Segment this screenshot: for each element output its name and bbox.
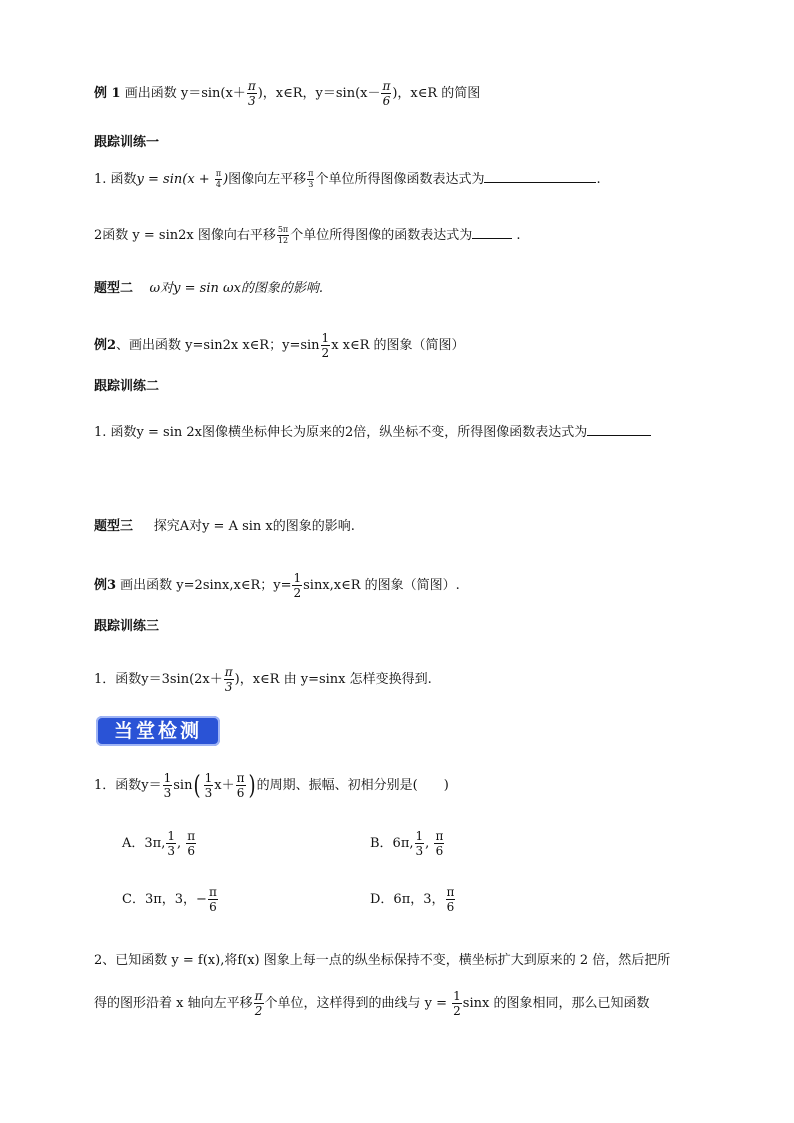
fraction: $\frac{1}{2}$ [321, 331, 330, 360]
fraction: $\frac{\pi}{3}$ [308, 169, 314, 189]
example-3: 例3 画出函数 y=2sinx,x∈R；y= $\frac{1}{2}$ sinx,x∈R 的图象（简图）. [94, 571, 460, 600]
option-c[interactable]: C．3π，3，− $\frac{\pi}{6}$ [122, 885, 217, 914]
example-text: )，x∈R 的简图 [392, 86, 481, 101]
fraction: $\frac{1}{3}$ [167, 829, 175, 858]
section-heading: 跟踪训练三 [94, 619, 160, 634]
fraction: $\frac{\pi}{6}$ [236, 771, 245, 800]
fraction: $\frac{1}{2}$ [453, 989, 461, 1018]
test-question-2-line-1: 2、已知函数 y = f(x),将f(x) 图象上每一点的纵坐标保持不变，横坐标扩大到原来的 2 倍，然后把所 [94, 953, 671, 968]
fraction: $\frac{1}{3}$ [415, 829, 424, 858]
test-question-2-line-2: 得的图形沿着 x 轴向左平移 $\frac{\pi}{2}$ 个单位，这样得到的曲线与 y = $\frac{1}{2}$ sinx 的图象相同，那么已知函数 [94, 989, 650, 1018]
example-text: )，x∈R，y＝sin(x－ [257, 86, 381, 101]
fraction: $\frac{\pi}{2}$ [254, 989, 263, 1018]
example-text: 画出函数 y＝sin(x＋ [124, 86, 246, 101]
fraction: $\frac{\pi}{3}$ [224, 665, 233, 694]
fraction: $\frac{\pi}{6}$ [435, 829, 444, 858]
question-p1-1: 1. 函数y = sin(x + $\frac{\pi}{4}$ )图像向左平移 $\frac{\pi}{3}$ 个单位所得图像函数表达式为 . [94, 169, 601, 189]
answer-blank[interactable] [587, 424, 651, 436]
fraction: $\frac{\pi}{6}$ [208, 885, 217, 914]
fraction: $\frac{1}{3}$ [163, 771, 172, 800]
answer-blank[interactable] [472, 227, 512, 239]
section-heading: 跟踪训练二 [94, 379, 160, 394]
example-2: 例2、画出函数 y=sin2x x∈R；y=sin $\frac{1}{2}$ x x∈R 的图象（简图） [94, 331, 465, 360]
section-banner: 当堂检测 [96, 716, 220, 746]
fraction: $\frac{\pi}{6}$ [382, 79, 391, 108]
fraction: $\frac{\pi}{3}$ [247, 79, 256, 108]
option-d[interactable]: D．6π，3， $\frac{\pi}{6}$ [370, 885, 455, 914]
fraction: $\frac{1}{3}$ [204, 771, 213, 800]
fraction: $\frac{\pi}{6}$ [446, 885, 455, 914]
fraction: $\frac{1}{2}$ [293, 571, 302, 600]
question-p1-2: 2函数 y = sin2x 图像向右平移 $\frac{5\pi}{12}$ 个单位所得图像的函数表达式为 . [94, 225, 521, 245]
answer-blank[interactable] [484, 171, 596, 183]
question-type-2: 题型二 ω对y = sin ωx的图象的影响. [94, 281, 324, 296]
option-a[interactable]: A．3π, $\frac{1}{3}$ , $\frac{\pi}{6}$ [122, 829, 196, 858]
question-type-3: 题型三 探究A对y = A sin x的图象的影响. [94, 519, 355, 534]
example-1 [94, 80, 480, 107]
fraction: $\frac{\pi}{6}$ [187, 829, 196, 858]
test-question-1: 1．函数y＝ $\frac{1}{3}$ sin( $\frac{1}{3}$ x＋ $\frac{\pi}{6}$ ) 的周期、振幅、初相分别是( ) [94, 770, 449, 801]
fraction: $\frac{5\pi}{12}$ [277, 225, 289, 245]
question-p2-1: 1. 函数y = sin 2x图像横坐标伸长为原来的2倍，纵坐标不变，所得图像函数表达式为 [94, 424, 651, 439]
fraction: $\frac{\pi}{4}$ [215, 169, 222, 189]
question-p3-1: 1．函数y＝3sin(2x＋ $\frac{\pi}{3}$ )，x∈R 由 y=sinx 怎样变换得到. [94, 665, 432, 694]
section-heading: 跟踪训练一 [94, 135, 160, 150]
example-label: 例 1 [94, 86, 121, 101]
option-b[interactable]: B．6π, $\frac{1}{3}$ , $\frac{\pi}{6}$ [370, 829, 444, 858]
